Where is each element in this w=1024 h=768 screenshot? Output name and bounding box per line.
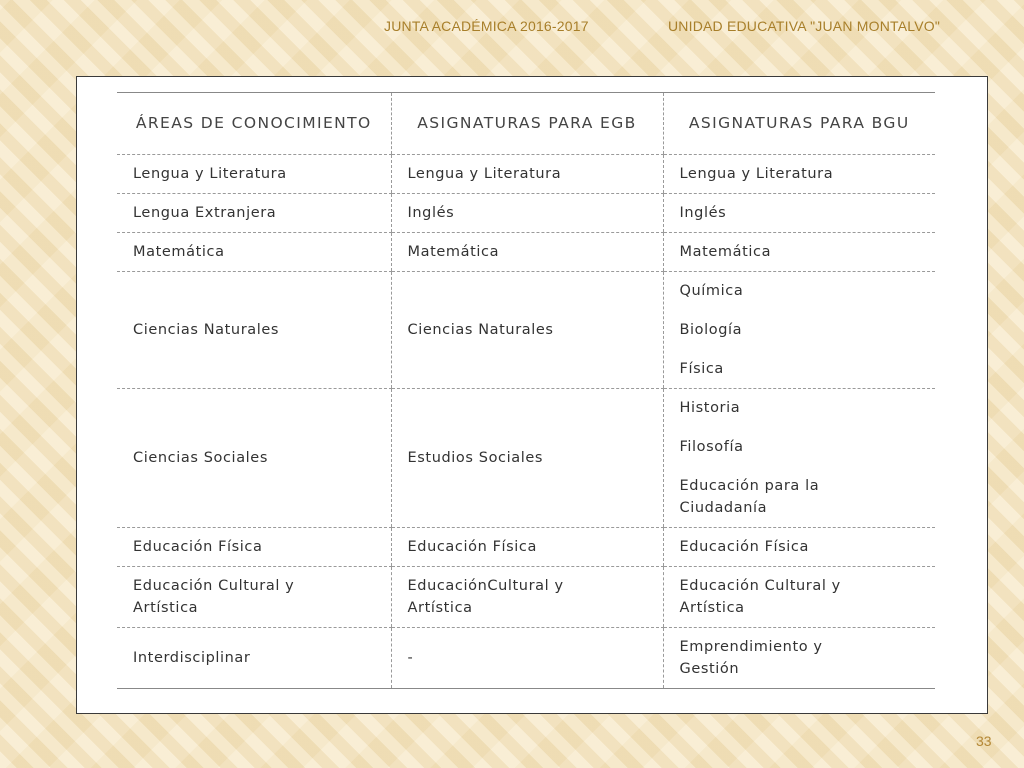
- bgu-cell: [663, 628, 935, 689]
- header-unidad-educativa: UNIDAD EDUCATIVA "JUAN MONTALVO": [668, 18, 940, 34]
- bgu-subject: Matemática: [679, 244, 772, 260]
- bgu-subject: Química: [679, 283, 744, 299]
- header-bgu: ASIGNATURAS PARA BGU: [663, 93, 935, 155]
- bgu-subject: Educación para la Ciudadanía: [679, 478, 820, 516]
- egb-cell: -: [391, 628, 663, 689]
- area-cell: Educación Cultural y Artística: [117, 567, 391, 628]
- bgu-subject: Física: [679, 361, 724, 377]
- bgu-cell: [663, 567, 935, 628]
- egb-cell: Ciencias Naturales: [391, 272, 663, 389]
- bgu-cell: [663, 528, 935, 567]
- bgu-cell: [663, 233, 935, 272]
- egb-cell: Educación Física: [391, 528, 663, 567]
- bgu-subject: Inglés: [679, 205, 727, 221]
- table-row: [117, 155, 935, 194]
- table-row: [117, 528, 935, 567]
- bgu-subject: Historia: [679, 400, 741, 416]
- table-row: [117, 567, 935, 628]
- table-header-row: [117, 93, 935, 155]
- egb-cell: EducaciónCultural y Artística: [391, 567, 663, 628]
- table-row: [117, 628, 935, 689]
- bgu-subject: Emprendimiento y Gestión: [679, 639, 823, 677]
- table-row: [117, 194, 935, 233]
- area-cell: Matemática: [117, 233, 391, 272]
- bgu-cell: [663, 272, 935, 389]
- area-cell: Ciencias Sociales: [117, 389, 391, 528]
- header-egb: ASIGNATURAS PARA EGB: [391, 93, 663, 155]
- bgu-subject: Lengua y Literatura: [679, 166, 834, 182]
- bgu-cell: [663, 155, 935, 194]
- bgu-cell: [663, 194, 935, 233]
- egb-cell: Matemática: [391, 233, 663, 272]
- bgu-subject: Educación Física: [679, 539, 809, 555]
- header-junta-academica: JUNTA ACADÉMICA 2016-2017: [384, 18, 589, 34]
- bgu-subject: Filosofía: [679, 439, 744, 455]
- table-image-frame: [76, 76, 988, 714]
- table-row: [117, 389, 935, 528]
- header-areas: ÁREAS DE CONOCIMIENTO: [117, 93, 391, 155]
- area-cell: Educación Física: [117, 528, 391, 567]
- subjects-table: [117, 92, 935, 689]
- bgu-cell: [663, 389, 935, 528]
- area-cell: Lengua y Literatura: [117, 155, 391, 194]
- egb-cell: Lengua y Literatura: [391, 155, 663, 194]
- area-cell: Lengua Extranjera: [117, 194, 391, 233]
- bgu-subject: Educación Cultural y Artística: [679, 578, 841, 616]
- table-row: [117, 233, 935, 272]
- area-cell: Interdisciplinar: [117, 628, 391, 689]
- bgu-subject: Biología: [679, 322, 743, 338]
- egb-cell: Inglés: [391, 194, 663, 233]
- egb-cell: Estudios Sociales: [391, 389, 663, 528]
- table-row: [117, 272, 935, 389]
- area-cell: Ciencias Naturales: [117, 272, 391, 389]
- page-number: 33: [976, 733, 992, 749]
